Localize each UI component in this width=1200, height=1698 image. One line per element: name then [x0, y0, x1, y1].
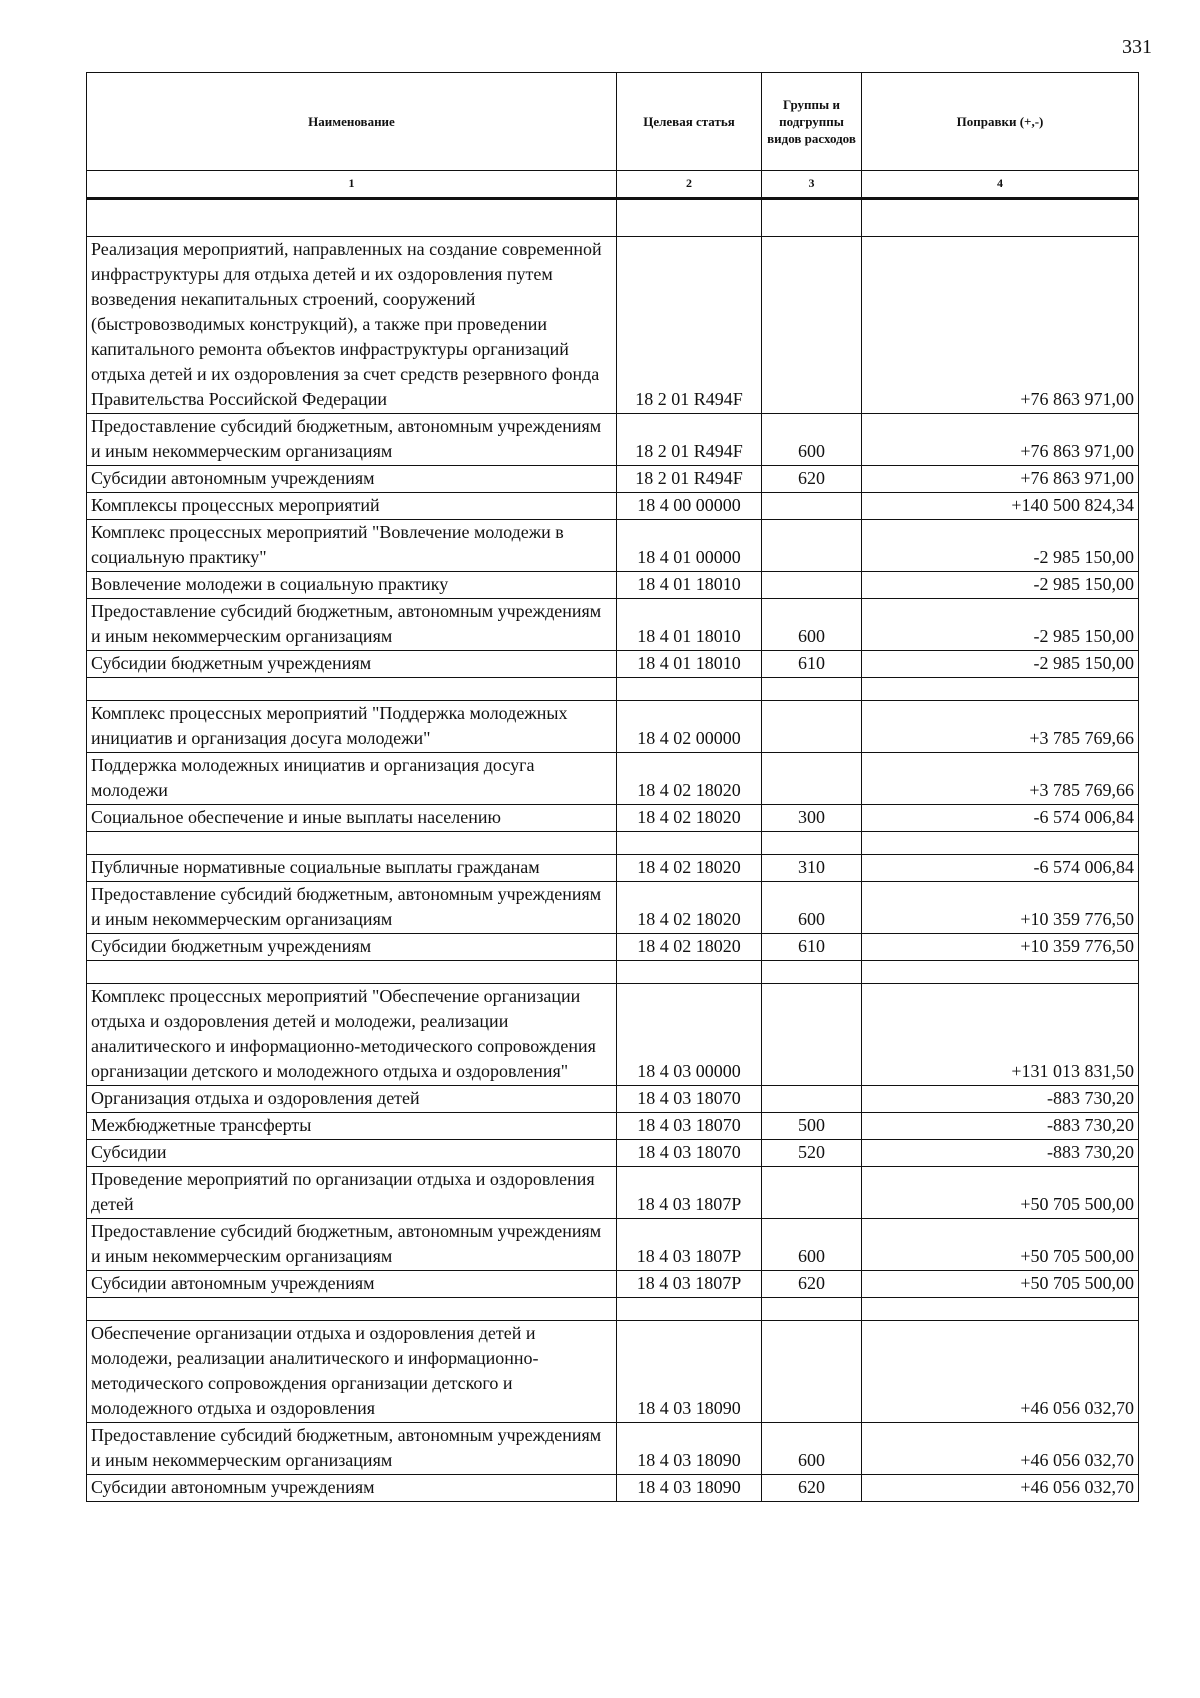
table-row [87, 1271, 1139, 1298]
row-expense-group [762, 1321, 862, 1423]
row-expense-group [762, 520, 862, 572]
table-row [87, 1423, 1139, 1475]
page-number: 331 [1122, 36, 1152, 58]
row-target-code: 18 4 02 18020 [617, 882, 762, 934]
row-amount: -6 574 006,84 [862, 805, 1139, 832]
row-name: Субсидии автономным учреждениям [87, 1271, 617, 1298]
row-amount: +3 785 769,66 [862, 753, 1139, 805]
column-number: 2 [617, 171, 762, 199]
row-amount: +76 863 971,00 [862, 237, 1139, 414]
table-row [87, 520, 1139, 572]
row-name: Реализация мероприятий, направленных на создание современной инфраструктуры для отдыха детей и их оздоровления путем возведения некапитальных строений, сооружений (быстровозводимых конструкций), а также при проведении капитального ремонта объектов инфраструктуры организаций отдыха детей и их оздоровления за счет средств резервного фонда Правительства Российской Федерации [87, 237, 617, 414]
spacer-cell [87, 832, 617, 855]
row-expense-group [762, 237, 862, 414]
row-expense-group: 600 [762, 882, 862, 934]
row-expense-group: 620 [762, 1271, 862, 1298]
table-row [87, 882, 1139, 934]
row-target-code: 18 4 03 18070 [617, 1140, 762, 1167]
row-name: Поддержка молодежных инициатив и организация досуга молодежи [87, 753, 617, 805]
row-amount: -2 985 150,00 [862, 572, 1139, 599]
column-number: 4 [862, 171, 1139, 199]
row-name: Субсидии автономным учреждениям [87, 1475, 617, 1502]
row-name: Предоставление субсидий бюджетным, автономным учреждениям и иным некоммерческим организациям [87, 1219, 617, 1271]
row-target-code: 18 4 02 18020 [617, 753, 762, 805]
header-group: Группы и подгруппы видов расходов [762, 73, 862, 171]
table-row [87, 1140, 1139, 1167]
row-target-code: 18 4 01 00000 [617, 520, 762, 572]
spacer-cell [617, 1298, 762, 1321]
table-row [87, 651, 1139, 678]
row-amount: -2 985 150,00 [862, 599, 1139, 651]
row-target-code: 18 4 01 18010 [617, 651, 762, 678]
table-row [87, 466, 1139, 493]
row-name: Предоставление субсидий бюджетным, автономным учреждениям и иным некоммерческим организациям [87, 414, 617, 466]
row-spacer [87, 961, 1139, 984]
table-row [87, 984, 1139, 1086]
header-row [87, 73, 1139, 171]
table-row [87, 599, 1139, 651]
row-name: Организация отдыха и оздоровления детей [87, 1086, 617, 1113]
budget-table [86, 72, 1139, 1502]
table-body [87, 199, 1139, 1502]
table-row [87, 701, 1139, 753]
row-name: Проведение мероприятий по организации отдыха и оздоровления детей [87, 1167, 617, 1219]
row-spacer [87, 832, 1139, 855]
row-spacer [87, 1298, 1139, 1321]
spacer-cell [862, 199, 1139, 237]
row-target-code: 18 4 02 00000 [617, 701, 762, 753]
row-name: Обеспечение организации отдыха и оздоровления детей и молодежи, реализации аналитического и информационно-методического сопровождения организации детского и молодежного отдыха и оздоровления [87, 1321, 617, 1423]
row-amount: +46 056 032,70 [862, 1423, 1139, 1475]
spacer-cell [87, 678, 617, 701]
row-amount: -6 574 006,84 [862, 855, 1139, 882]
row-target-code: 18 4 03 18070 [617, 1113, 762, 1140]
row-target-code: 18 4 03 1807P [617, 1167, 762, 1219]
spacer-cell [762, 199, 862, 237]
header-target: Целевая статья [617, 73, 762, 171]
row-expense-group: 520 [762, 1140, 862, 1167]
spacer-cell [87, 1298, 617, 1321]
spacer-cell [762, 1298, 862, 1321]
header-amount: Поправки (+,-) [862, 73, 1139, 171]
row-amount: -2 985 150,00 [862, 520, 1139, 572]
row-spacer [87, 199, 1139, 237]
spacer-cell [87, 961, 617, 984]
table-row [87, 1321, 1139, 1423]
table-row [87, 855, 1139, 882]
row-expense-group [762, 753, 862, 805]
row-expense-group: 610 [762, 934, 862, 961]
spacer-cell [862, 678, 1139, 701]
row-expense-group: 600 [762, 1219, 862, 1271]
header-name: Наименование [87, 73, 617, 171]
column-number: 3 [762, 171, 862, 199]
row-amount: -883 730,20 [862, 1140, 1139, 1167]
row-amount: +140 500 824,34 [862, 493, 1139, 520]
row-expense-group: 620 [762, 466, 862, 493]
table-row [87, 493, 1139, 520]
spacer-cell [762, 678, 862, 701]
row-amount: +10 359 776,50 [862, 882, 1139, 934]
spacer-cell [862, 961, 1139, 984]
row-amount: +76 863 971,00 [862, 414, 1139, 466]
table-row [87, 572, 1139, 599]
spacer-cell [617, 199, 762, 237]
row-amount: +3 785 769,66 [862, 701, 1139, 753]
table-row [87, 414, 1139, 466]
row-name: Социальное обеспечение и иные выплаты населению [87, 805, 617, 832]
row-amount: -883 730,20 [862, 1086, 1139, 1113]
spacer-cell [617, 961, 762, 984]
row-target-code: 18 4 03 18090 [617, 1321, 762, 1423]
row-name: Межбюджетные трансферты [87, 1113, 617, 1140]
row-name: Субсидии [87, 1140, 617, 1167]
row-target-code: 18 4 02 18020 [617, 855, 762, 882]
row-amount: -2 985 150,00 [862, 651, 1139, 678]
row-name: Комплекс процессных мероприятий "Поддержка молодежных инициатив и организация досуга молодежи" [87, 701, 617, 753]
table-row [87, 934, 1139, 961]
row-expense-group [762, 1086, 862, 1113]
row-spacer [87, 678, 1139, 701]
row-amount: +76 863 971,00 [862, 466, 1139, 493]
row-target-code: 18 4 00 00000 [617, 493, 762, 520]
row-expense-group: 610 [762, 651, 862, 678]
row-name: Предоставление субсидий бюджетным, автономным учреждениям и иным некоммерческим организациям [87, 882, 617, 934]
row-name: Вовлечение молодежи в социальную практику [87, 572, 617, 599]
spacer-cell [762, 961, 862, 984]
row-amount: +131 013 831,50 [862, 984, 1139, 1086]
row-expense-group [762, 701, 862, 753]
row-amount: +50 705 500,00 [862, 1167, 1139, 1219]
table-row [87, 1167, 1139, 1219]
row-target-code: 18 4 03 00000 [617, 984, 762, 1086]
spacer-cell [862, 1298, 1139, 1321]
row-expense-group: 600 [762, 1423, 862, 1475]
row-target-code: 18 4 01 18010 [617, 599, 762, 651]
row-target-code: 18 4 01 18010 [617, 572, 762, 599]
table-row [87, 237, 1139, 414]
row-amount: +46 056 032,70 [862, 1475, 1139, 1502]
table-row [87, 1219, 1139, 1271]
table-row [87, 1113, 1139, 1140]
spacer-cell [862, 832, 1139, 855]
table-row [87, 805, 1139, 832]
row-name: Предоставление субсидий бюджетным, автономным учреждениям и иным некоммерческим организациям [87, 1423, 617, 1475]
row-expense-group: 600 [762, 599, 862, 651]
row-amount: +50 705 500,00 [862, 1219, 1139, 1271]
row-name: Комплекс процессных мероприятий "Обеспечение организации отдыха и оздоровления детей и молодежи, реализации аналитического и информационно-методического сопровождения организации детского и молодежного отдыха и оздоровления" [87, 984, 617, 1086]
row-name: Публичные нормативные социальные выплаты гражданам [87, 855, 617, 882]
row-name: Субсидии бюджетным учреждениям [87, 651, 617, 678]
row-target-code: 18 2 01 R494F [617, 414, 762, 466]
table-row [87, 1475, 1139, 1502]
row-name: Субсидии автономным учреждениям [87, 466, 617, 493]
column-numbers-row [87, 171, 1139, 199]
row-name: Комплексы процессных мероприятий [87, 493, 617, 520]
row-expense-group [762, 984, 862, 1086]
row-expense-group [762, 493, 862, 520]
spacer-cell [762, 832, 862, 855]
row-expense-group [762, 1167, 862, 1219]
row-target-code: 18 4 03 18090 [617, 1423, 762, 1475]
row-amount: +46 056 032,70 [862, 1321, 1139, 1423]
spacer-cell [87, 199, 617, 237]
table-row [87, 1086, 1139, 1113]
row-target-code: 18 4 02 18020 [617, 934, 762, 961]
row-expense-group: 300 [762, 805, 862, 832]
row-target-code: 18 2 01 R494F [617, 466, 762, 493]
row-expense-group: 620 [762, 1475, 862, 1502]
row-target-code: 18 2 01 R494F [617, 237, 762, 414]
row-expense-group [762, 572, 862, 599]
column-number: 1 [87, 171, 617, 199]
row-expense-group: 500 [762, 1113, 862, 1140]
row-amount: +50 705 500,00 [862, 1271, 1139, 1298]
row-target-code: 18 4 03 18070 [617, 1086, 762, 1113]
row-amount: +10 359 776,50 [862, 934, 1139, 961]
row-target-code: 18 4 02 18020 [617, 805, 762, 832]
row-amount: -883 730,20 [862, 1113, 1139, 1140]
row-target-code: 18 4 03 18090 [617, 1475, 762, 1502]
row-target-code: 18 4 03 1807P [617, 1271, 762, 1298]
table-row [87, 753, 1139, 805]
row-name: Предоставление субсидий бюджетным, автономным учреждениям и иным некоммерческим организациям [87, 599, 617, 651]
row-expense-group: 310 [762, 855, 862, 882]
row-name: Субсидии бюджетным учреждениям [87, 934, 617, 961]
row-target-code: 18 4 03 1807P [617, 1219, 762, 1271]
row-expense-group: 600 [762, 414, 862, 466]
row-name: Комплекс процессных мероприятий "Вовлечение молодежи в социальную практику" [87, 520, 617, 572]
spacer-cell [617, 832, 762, 855]
spacer-cell [617, 678, 762, 701]
